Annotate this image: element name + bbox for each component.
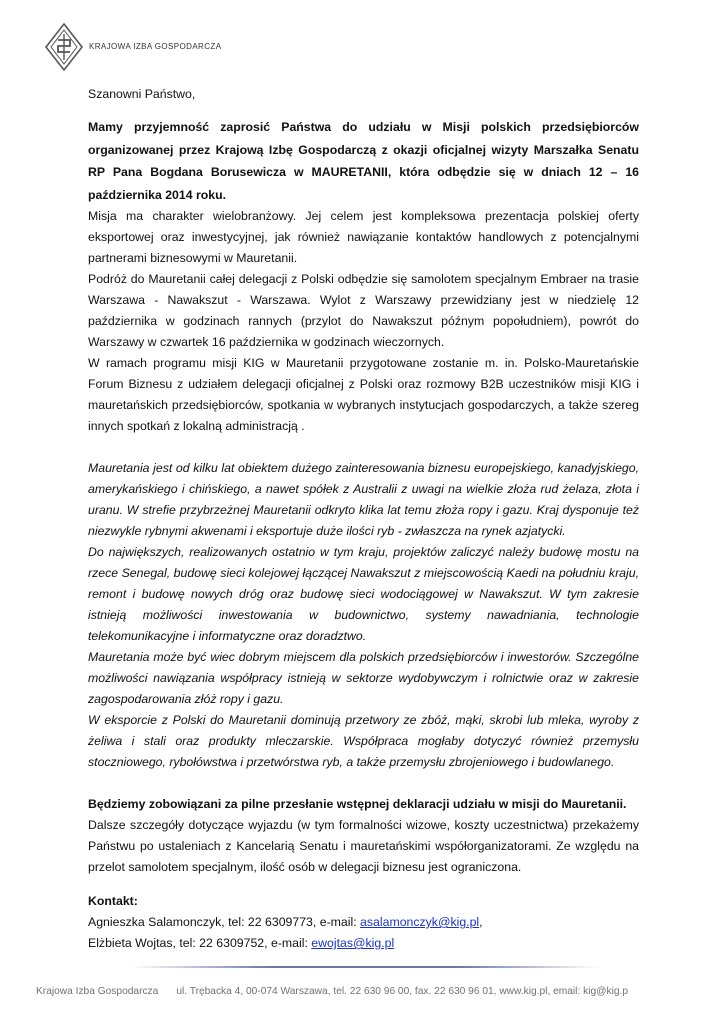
letter-body — [88, 84, 639, 954]
paragraph-program: W ramach programu misji KIG w Mauretanii przygotowane zostanie m. in. Polsko-Mauretańskie Forum Biznesu z udziałem delegacji oficjalnej z Polski oraz rozmowy B2B uczestników misji KIG i mauretańskich przedsiębiorców, spotkania w wybranych instytucjach gospodarczych, a także szereg innych spotkań z lokalną administracją . — [88, 356, 639, 433]
paragraph-mission: Misja ma charakter wielobranżowy. Jej celem jest kompleksowa prezentacja polskiej oferty eksportowej oraz inwestycyjnej, jak również nawiązanie kontaktów handlowych z potencjalnymi partnerami biznesowymi w Mauretanii. — [88, 209, 639, 265]
org-name: KRAJOWA IZBA GOSPODARCZA — [89, 42, 222, 51]
spacer — [88, 878, 639, 889]
paragraph-details: Dalsze szczegóły dotyczące wyjazdu (w tym formalności wizowe, koszty uczestnictwa) przekażemy Państwu po ustaleniach z Kancelarią Senatu i mauretańskimi współorganizatorami. Ze względu na przelot samolotem specjalnym, ilość osób w delegacji biznesu jest ograniczona. — [88, 818, 639, 874]
paragraph-export: W eksporcie z Polski do Mauretanii dominują przetwory ze zbóż, mąki, skrobi lub mleka, wyroby z żeliwa i stali oraz produkty mleczarskie. Współpraca mogłaby dotyczyć również przemysłu stoczniowego, rybołówstwa i przetwórstwa ryb, a także przemysłu zbrojeniowego i budowlanego. — [88, 713, 639, 769]
request-paragraph: Będziemy zobowiązani za pilne przesłanie wstępnej deklaracji udziału w misji do Mauretanii. — [88, 797, 627, 811]
paragraph-travel: Podróż do Mauretanii całej delegacji z Polski odbędzie się samolotem specjalnym Embraer na trasie Warszawa - Nawakszut - Warszawa. Wylot z Warszawy przewidziany jest w niedzielę 12 października w godzinach rannych (przylot do Nawakszut późnym popołudniem), powrót do Warszawy w czwartek 16 października w godzinach wieczornych. — [88, 272, 639, 349]
greeting: Szanowni Państwo, — [88, 87, 196, 101]
spacer — [88, 773, 639, 794]
contact-1-email-link[interactable]: asalamonczyk@kig.pl — [360, 915, 480, 929]
contact-2-text: Elżbieta Wojtas, tel: 22 6309752, e-mail: — [88, 936, 312, 950]
contact-1-tail: , — [479, 915, 483, 929]
footer-address: ul. Trębacka 4, 00-074 Warszawa, tel. 22 630 96 00, fax. 22 630 96 01, www.kig.pl, email: kig@kig.p — [176, 986, 628, 997]
contact-1-text: Agnieszka Salamonczyk, tel: 22 6309773, e-mail: — [88, 915, 361, 929]
header-logo — [44, 22, 344, 72]
paragraph-opportunities: Mauretania może być wiec dobrym miejscem dla polskich przedsiębiorców i inwestorów. Szczególne możliwości nawiązania współpracy istnieją w sektorze wydobywczym i rolnictwie oraz w zakresie zagospodarowania złóż ropy i gazu. — [88, 650, 639, 706]
spacer — [88, 437, 639, 458]
footer — [36, 986, 696, 997]
paragraph-interest: Mauretania jest od kilku lat obiektem dużego zainteresowania biznesu europejskiego, kanadyjskiego, amerykańskiego i chińskiego, a nawet spółek z Australii z uwagi na wielkie złoża rud żelaza, złota i uranu. W strefie przybrzeżnej Mauretanii odkryto klika lat temu złoża ropy i gazu. Kraj dysponuje też niezwykle rybnymi akwenami i eksportuje duże ilości ryb - zwłaszcza na rynek azjatycki. — [88, 461, 639, 538]
contact-line-2 — [88, 933, 639, 954]
contact-2-email-link[interactable]: ewojtas@kig.pl — [311, 936, 395, 950]
paragraph-projects: Do największych, realizowanych ostatnio w tym kraju, projektów zaliczyć należy budowę mostu na rzece Senegal, budowę sieci kolejowej łączącej Nawakszut z miejscowością Kaedi na południu kraju, remont i budowę nowych dróg oraz budowę sieci wodociągowej w Nawakszut. W tym zakresie istnieją możliwości inwestowania w budownictwo, systemy nawadniania, technologie telekomunikacyjne i informatyczne oraz doradztwo. — [88, 545, 639, 643]
kig-logo-icon — [44, 22, 84, 72]
contact-line-1 — [88, 912, 639, 933]
footer-org: Krajowa Izba Gospodarcza — [36, 986, 159, 997]
contact-heading: Kontakt: — [88, 894, 138, 908]
footer-divider — [130, 966, 600, 968]
lead-paragraph: Mamy przyjemność zaprosić Państwa do udziału w Misji polskich przedsiębiorców organizowanej przez Krajową Izbę Gospodarczą z okazji oficjalnej wizyty Marszałka Senatu RP Pana Bogdana Borusewicza w MAURETANII, która odbędzie się w dniach 12 – 16 października 2014 roku. — [88, 120, 639, 202]
